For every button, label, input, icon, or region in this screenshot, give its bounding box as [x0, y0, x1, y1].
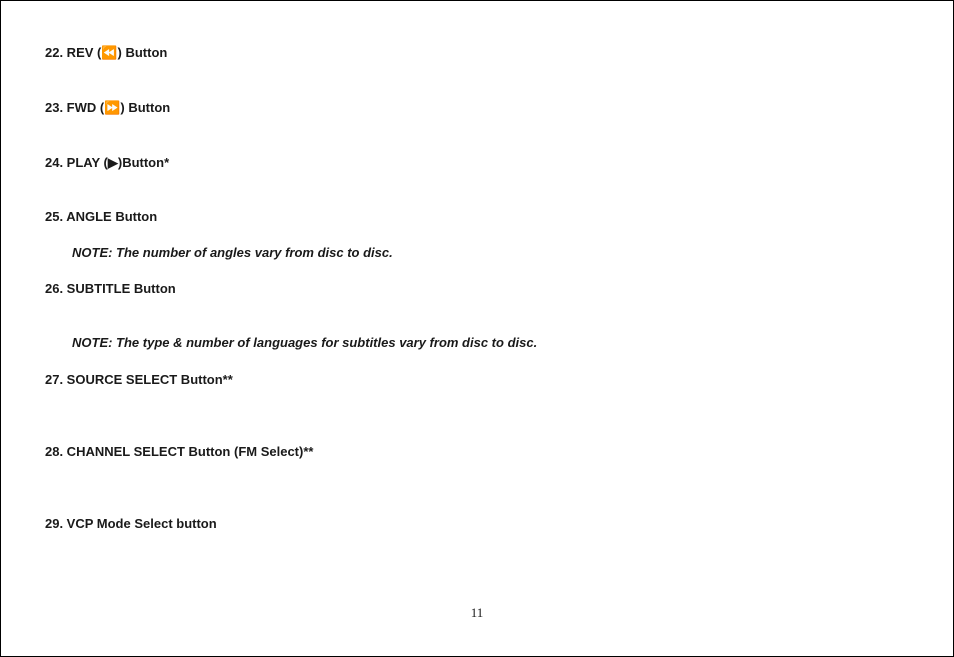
- item-vcp-mode-select-button: 29. VCP Mode Select button: [45, 516, 217, 531]
- item-fwd-button: 23. FWD (⏩) Button: [45, 100, 171, 115]
- item-channel-select-button: 28. CHANNEL SELECT Button (FM Select)**: [45, 444, 314, 459]
- item-subtitle-button: 26. SUBTITLE Button: [45, 281, 176, 296]
- note-subtitles: NOTE: The type & number of languages for subtitles vary from disc to disc.: [72, 335, 538, 350]
- item-angle-button: 25. ANGLE Button: [45, 209, 158, 224]
- item-play-button: 24. PLAY (▶)Button*: [45, 155, 170, 170]
- page-number: 11: [470, 605, 484, 620]
- item-rev-button: 22. REV (⏪) Button: [45, 45, 168, 60]
- item-source-select-button: 27. SOURCE SELECT Button**: [45, 372, 233, 387]
- note-angles: NOTE: The number of angles vary from disc to disc.: [72, 245, 393, 260]
